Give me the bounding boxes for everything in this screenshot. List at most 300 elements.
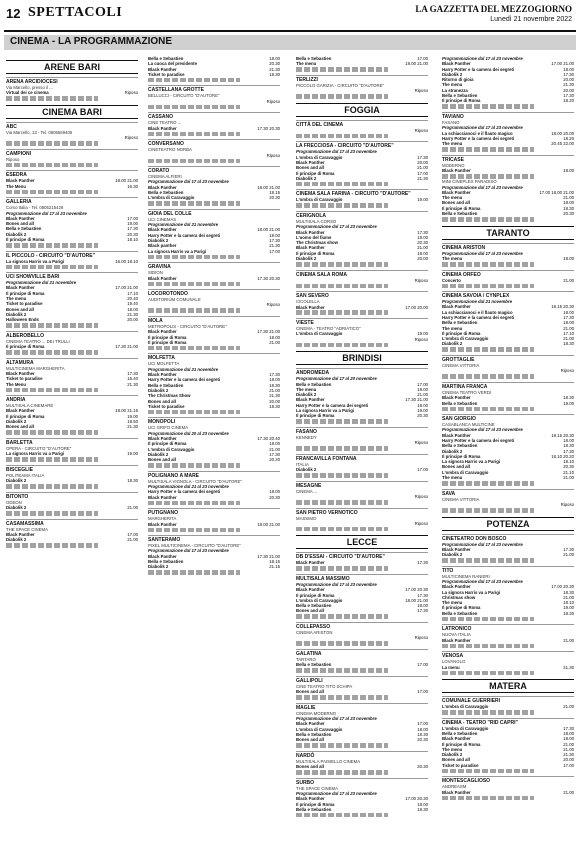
showtimes: Riposo bbox=[414, 88, 428, 94]
showtime-row bbox=[296, 128, 428, 133]
venue-address: PICCOLO GARIZIA - CIRCUITO "D'AUTORE" bbox=[296, 82, 384, 88]
film-title: Bella e Sebastien bbox=[442, 211, 478, 217]
showtime-row bbox=[296, 662, 428, 667]
film-title: L'ombra di Caravaggio bbox=[442, 469, 489, 475]
venue-name: SAN GIORGIO bbox=[442, 414, 574, 422]
small-print bbox=[148, 528, 240, 533]
programme-dates: Programmazione dal 21 al 23 novembre bbox=[148, 484, 229, 490]
film-title: The menu bbox=[442, 600, 463, 606]
programme-dates: Programmazione dal 17 al 23 novembre bbox=[442, 184, 523, 190]
showtimes: 20.30 bbox=[127, 231, 138, 237]
listing-column-2 bbox=[148, 56, 280, 834]
region-heading: TARANTO bbox=[442, 226, 574, 240]
showtimes: 20.30 bbox=[417, 240, 428, 246]
venue-name: UCI SHOWVILLE BARI bbox=[6, 272, 138, 280]
film-title: Il principe di Roma bbox=[442, 605, 481, 611]
showtimes: 21.30 bbox=[563, 664, 574, 670]
showtimes: Riposo bbox=[266, 152, 280, 158]
venue-name: COLLEPASSO bbox=[296, 622, 428, 630]
venue-name: MOLA bbox=[148, 316, 280, 324]
film-title: The Menu bbox=[6, 183, 27, 189]
small-print bbox=[148, 308, 240, 313]
page-number: 12 bbox=[6, 6, 21, 21]
film-title: Christmas show bbox=[442, 594, 476, 600]
showtime-row bbox=[442, 98, 574, 103]
film-title: Diabolik 2 bbox=[148, 387, 169, 393]
film-title: Harry Potter e la camera dei segreti bbox=[442, 437, 515, 443]
film-title: Black Panther bbox=[442, 168, 471, 174]
film-title: Bones and all bbox=[6, 306, 34, 312]
film-title: The menu bbox=[442, 746, 463, 752]
venue-address: SIDION bbox=[148, 270, 163, 276]
showtimes: 18.00 bbox=[563, 168, 574, 174]
programme-dates: Programmazione dal 21 novembre bbox=[6, 280, 76, 286]
film-title: Il principe di Roma bbox=[296, 170, 335, 176]
film-title: Black Panther bbox=[442, 395, 471, 401]
film-title: Diabolik 2 bbox=[148, 564, 169, 570]
showtimes: 17.00 21.00 bbox=[551, 61, 574, 67]
showtime-row bbox=[442, 552, 574, 557]
programme-dates: Programmazione dal 17 al 20 novembre bbox=[296, 376, 377, 382]
film-title: L'ombra di Caravaggio bbox=[296, 597, 343, 603]
showtime-row bbox=[442, 278, 574, 283]
film-title: Harry Potter e la camera dei segreti bbox=[148, 377, 221, 383]
showtimes: 19.00 bbox=[563, 605, 574, 611]
venue-address: MULTISALA VIGNOLA - CIRCUITO "D'AUTORE" bbox=[148, 478, 242, 484]
venue-name: CONVERSANO bbox=[148, 139, 280, 147]
header-rule bbox=[4, 30, 576, 32]
showtimes: 18.00 21.00 bbox=[257, 521, 280, 527]
venue-address: Riposo bbox=[6, 156, 20, 162]
venue-name: CINEMA ARISTON bbox=[442, 243, 574, 251]
showtimes: Riposo bbox=[414, 127, 428, 133]
programme-dates: Programmazione dal 17 al 23 novembre bbox=[296, 149, 377, 155]
showtimes: 17.30 bbox=[417, 592, 428, 598]
showtimes: 21.30 bbox=[269, 66, 280, 72]
venue-name: CINEMA SAVOIA / CYNPLEX bbox=[442, 291, 574, 299]
venue-address: CINEMA ... bbox=[296, 488, 318, 494]
showtimes: 19.00 bbox=[269, 232, 280, 238]
small-print bbox=[442, 374, 534, 379]
film-title: Bella e Sebastien bbox=[296, 603, 332, 609]
film-title: Black Panther bbox=[442, 584, 471, 590]
venue-name: VENOSA bbox=[442, 651, 574, 659]
showtimes: 17.00 bbox=[269, 248, 280, 254]
showtime-row bbox=[442, 790, 574, 795]
film-title: The menu bbox=[442, 141, 463, 147]
programme-dates: Programmazione dal 17 al 23 novembre bbox=[442, 56, 523, 61]
showtimes: 19.00 bbox=[417, 331, 428, 337]
showtimes: 21.00 bbox=[417, 392, 428, 398]
showtimes: 18.00 21.00 bbox=[257, 184, 280, 190]
film-title: La menu bbox=[442, 664, 460, 670]
film-title: Bones and all bbox=[296, 165, 324, 171]
small-print bbox=[296, 203, 388, 208]
venue-address: POLITEAMA ITALIA bbox=[6, 472, 45, 478]
film-title: Black Panther bbox=[296, 397, 325, 403]
showtimes: 20.30 bbox=[563, 211, 574, 217]
venue-name: MONOPOLI bbox=[148, 417, 280, 425]
programme-dates: Programmazione dal 17 al 23 novembre bbox=[148, 179, 229, 185]
venue-name: MOLFETTA bbox=[148, 353, 280, 361]
showtimes: 18.20 bbox=[563, 135, 574, 141]
venue-address: MARGHERITA bbox=[148, 516, 177, 522]
programme-dates: Programmazione dal 17 al 23 novembre bbox=[442, 250, 523, 256]
showtimes: 18.00 21.00 bbox=[405, 597, 428, 603]
showtimes: 18.00 bbox=[563, 309, 574, 315]
showtime-row bbox=[442, 665, 574, 670]
venue-name: LATRONICO bbox=[442, 624, 574, 632]
showtimes: 17.30 bbox=[417, 154, 428, 160]
showtimes: Riposo bbox=[414, 440, 428, 446]
showtimes: 21.30 bbox=[127, 381, 138, 387]
showtimes: 17.30 21.00 bbox=[257, 329, 280, 335]
venue-name: SAVA bbox=[442, 489, 574, 497]
showtimes: 17.30 bbox=[563, 314, 574, 320]
film-title: La cuoca del presidente bbox=[148, 61, 197, 67]
small-print bbox=[296, 284, 388, 289]
showtimes: 18.00 bbox=[417, 402, 428, 408]
small-print bbox=[6, 430, 98, 435]
showtimes: 20.45 22.00 bbox=[551, 141, 574, 147]
showtime-row bbox=[296, 337, 428, 342]
film-title: L'ombra di Caravaggio bbox=[442, 336, 489, 342]
film-title: Bones and all bbox=[442, 757, 470, 763]
film-title: Halloween Ends bbox=[6, 317, 39, 323]
small-print bbox=[442, 407, 534, 412]
film-title: Black Panther bbox=[442, 637, 471, 643]
film-title: L'ombra di Caravaggio bbox=[442, 725, 489, 731]
showtime-row bbox=[296, 608, 428, 613]
showtimes: 17.00 bbox=[417, 170, 428, 176]
showtimes: 17.30 20.30 bbox=[257, 125, 280, 131]
film-title: Il principe di Roma bbox=[442, 205, 481, 211]
showtimes: 18.00 bbox=[417, 603, 428, 609]
film-title: Black Panther bbox=[148, 494, 177, 500]
small-print bbox=[296, 182, 388, 187]
venue-name: GROTTAGLIE bbox=[442, 355, 574, 363]
small-print bbox=[148, 159, 240, 164]
showtimes: Riposo bbox=[266, 98, 280, 104]
venue-name: TITO bbox=[442, 566, 574, 574]
film-title: The menu bbox=[442, 475, 463, 481]
showtimes: 21.00 bbox=[563, 637, 574, 643]
showtimes: 18.30 bbox=[563, 395, 574, 401]
showtimes: 18.00 bbox=[269, 489, 280, 495]
programme-dates: Programmazione dal 17 al 23 novembre bbox=[442, 578, 523, 584]
venue-address: MASSIMO bbox=[296, 515, 317, 521]
small-print bbox=[296, 473, 388, 478]
showtimes: 19.00 bbox=[417, 408, 428, 414]
showtime-row bbox=[296, 256, 428, 261]
venue-name: CAMPIONI bbox=[6, 149, 138, 157]
film-title: Black Panther bbox=[442, 304, 471, 310]
small-print bbox=[6, 190, 98, 195]
film-title: The Christmas Show bbox=[148, 393, 191, 399]
showtime-row bbox=[296, 440, 428, 445]
small-print bbox=[442, 796, 534, 801]
small-print bbox=[296, 310, 388, 315]
film-title: L'ombra di Caravaggio bbox=[296, 726, 343, 732]
showtimes: 18.30 bbox=[127, 478, 138, 484]
film-title: Il principe di Roma bbox=[148, 339, 187, 345]
small-print bbox=[296, 641, 388, 646]
showtimes: 21.00 bbox=[563, 704, 574, 710]
showtimes: 18.15 bbox=[269, 189, 280, 195]
showtimes: 20.30 bbox=[417, 764, 428, 770]
small-print bbox=[6, 96, 98, 101]
film-title: Bones and all bbox=[148, 398, 176, 404]
film-title: Black Panther bbox=[148, 184, 177, 190]
venue-address: CASABLANCA MULTICINE bbox=[442, 422, 495, 428]
venue-address: CINEMA TEATRO VERDI bbox=[442, 389, 492, 395]
venue-address: MULTISALA CORSO bbox=[296, 218, 337, 224]
showtimes: 18.00 bbox=[563, 255, 574, 261]
small-print bbox=[296, 813, 388, 818]
small-print bbox=[296, 419, 388, 424]
showtimes: 16.40 bbox=[127, 376, 138, 382]
showtimes: 17.10 bbox=[127, 290, 138, 296]
showtimes: 18.15 20.30 bbox=[551, 432, 574, 438]
venue-address: Via Marcello, 13 - Tel. 0805569405 bbox=[6, 129, 73, 135]
showtimes: 19.40 bbox=[127, 301, 138, 307]
small-print bbox=[442, 644, 534, 649]
small-print bbox=[442, 284, 534, 289]
film-title: Ticket to paradise bbox=[148, 403, 185, 409]
venue-name: POLIGNANO A MARE bbox=[148, 471, 280, 479]
small-print bbox=[442, 174, 534, 179]
venue-address: CINETEATRO NORBA bbox=[148, 147, 192, 153]
showtime-row bbox=[296, 494, 428, 499]
venue-address: CINEMA VITTORIA bbox=[442, 363, 480, 369]
programme-dates: Programmazione dal 17 al 23 novembre bbox=[296, 715, 377, 721]
film-title: The menu bbox=[442, 325, 463, 331]
showtimes: 21.00 bbox=[269, 446, 280, 452]
small-print bbox=[6, 543, 98, 548]
small-print bbox=[442, 147, 534, 152]
showtimes: 17.00 20.00 bbox=[405, 304, 428, 310]
small-print bbox=[296, 67, 388, 72]
programme-dates: Programmazione dal 17 al 23 novembre bbox=[296, 224, 377, 230]
showtimes: 20.40 bbox=[127, 296, 138, 302]
film-title: Black Panther bbox=[442, 736, 471, 742]
showtimes: 21.00 bbox=[563, 741, 574, 747]
film-title: Black Panther bbox=[148, 435, 177, 441]
venue-name: SAN SEVERO bbox=[296, 291, 428, 299]
venue-address: THE SPACE CINEMA bbox=[6, 526, 48, 532]
film-title: Black Panther bbox=[148, 329, 177, 335]
film-title: Harry Potter e la camera dei segreti bbox=[148, 232, 221, 238]
film-title: Bella e Sebastien bbox=[148, 189, 184, 195]
region-heading: POTENZA bbox=[442, 517, 574, 531]
small-print bbox=[148, 570, 240, 575]
region-heading: FOGGIA bbox=[296, 103, 428, 117]
small-print bbox=[6, 457, 98, 462]
film-title: L'uomo del fiume bbox=[296, 234, 332, 240]
showtimes: 20.30 bbox=[417, 737, 428, 743]
film-title: Bella e Sebastien bbox=[442, 730, 478, 736]
showtimes: 18.00 bbox=[563, 736, 574, 742]
showtimes: 18.00 bbox=[563, 66, 574, 72]
showtime-row bbox=[6, 237, 138, 242]
showtimes: 17.30 bbox=[417, 560, 428, 566]
venue-name: GIOIA DEL COLLE bbox=[148, 209, 280, 217]
venue-name: SANTERAMO bbox=[148, 535, 280, 543]
showtime-row bbox=[296, 521, 428, 526]
film-title: The menu bbox=[442, 82, 463, 88]
venue-address: MULTISALA CINEMARE bbox=[6, 403, 54, 409]
small-print bbox=[296, 614, 388, 619]
showtimes: 19.00 21.00 bbox=[405, 61, 428, 67]
venue-name: GALLIPOLI bbox=[296, 676, 428, 684]
film-title: Ticket to paradise bbox=[6, 376, 43, 382]
film-title: Diabolik 2 bbox=[442, 71, 463, 77]
showtimes: 21.00 bbox=[563, 789, 574, 795]
venue-address: CINEMA VITTORIA bbox=[442, 496, 480, 502]
showtimes: 18.30 bbox=[269, 403, 280, 409]
showtimes: 21.00 bbox=[563, 195, 574, 201]
showtimes: 17.30 bbox=[563, 725, 574, 731]
film-title: Diabolik 2 bbox=[6, 311, 27, 317]
small-print bbox=[148, 78, 240, 83]
venue-address: Via Marcello, presso il ... bbox=[6, 85, 53, 90]
programme-dates: Programmazione dal 17 al 23 novembre bbox=[442, 541, 523, 547]
film-title: Diabolik 2 bbox=[296, 256, 317, 262]
showtimes: 18.00 21.15 bbox=[115, 408, 138, 414]
showtime-row bbox=[148, 340, 280, 345]
venue-address: KENNEDY bbox=[296, 434, 317, 440]
venue-name: LOCOROTONDO bbox=[148, 289, 280, 297]
film-title: L'ombra di Caravaggio bbox=[148, 446, 195, 452]
showtimes: 17.10 bbox=[563, 330, 574, 336]
venue-name: CORATO bbox=[148, 166, 280, 174]
showtimes: 18.00 bbox=[269, 56, 280, 61]
showtime-row bbox=[442, 611, 574, 616]
venue-name: CASAMASSIMA bbox=[6, 519, 138, 527]
film-title: Ritorno di gioia bbox=[442, 77, 474, 83]
film-title: L'ombra di Caravaggio bbox=[296, 154, 343, 160]
venue-address: CINEMA ARISTON bbox=[296, 630, 333, 636]
film-title: Diabolik 2 bbox=[442, 552, 463, 558]
showtimes: 17.30 bbox=[269, 238, 280, 244]
venue-name: ANDROMEDA bbox=[296, 368, 428, 376]
film-title: Black Panther bbox=[442, 546, 471, 552]
programme-dates: Programmazione dal 17 al 23 novembre bbox=[296, 581, 377, 587]
showtimes: 17.00 bbox=[417, 721, 428, 727]
venue-address: LOVANGLO bbox=[442, 659, 466, 665]
venue-address: TARTARO bbox=[296, 656, 316, 662]
small-print bbox=[148, 463, 240, 468]
film-title: The menu bbox=[442, 255, 463, 261]
film-title: La signora Harris va a Parigi bbox=[442, 589, 501, 595]
showtimes: Riposo bbox=[266, 302, 280, 308]
venue-address: ANDREASM bbox=[442, 784, 467, 790]
venue-address: MODERNO bbox=[442, 162, 465, 168]
showtimes: 20.30 bbox=[269, 494, 280, 500]
showtimes: 18.20 bbox=[563, 98, 574, 104]
venue-address: METROPOLIS - CIRCUITO "D'AUTORE" bbox=[148, 323, 227, 329]
film-title: The menu bbox=[442, 195, 463, 201]
showtime-row bbox=[296, 689, 428, 694]
film-title: Bones and all bbox=[6, 221, 34, 227]
venue-name: TERLIZZI bbox=[296, 75, 428, 83]
showtimes: 21.30 bbox=[563, 752, 574, 758]
programme-dates: Programmazione dal 21 novembre bbox=[442, 299, 512, 305]
small-print bbox=[6, 323, 98, 328]
showtimes: 21.00 bbox=[127, 504, 138, 510]
small-print bbox=[296, 94, 388, 99]
small-print bbox=[442, 558, 534, 563]
showtime-row bbox=[442, 475, 574, 480]
showtime-row bbox=[296, 88, 428, 93]
showtime-row bbox=[148, 249, 280, 254]
showtime-row bbox=[442, 341, 574, 346]
venue-name: MESAGNE bbox=[296, 481, 428, 489]
film-title: Bella e Sebastien bbox=[442, 400, 478, 406]
showtime-row bbox=[148, 564, 280, 569]
programme-dates: Programmazione dal 20 al 23 novembre bbox=[148, 430, 229, 436]
issue-date: Lunedì 21 novembre 2022 bbox=[490, 16, 572, 23]
showtimes: 18.00 bbox=[417, 726, 428, 732]
showtimes: 18.00 20.00 bbox=[551, 130, 574, 136]
film-title: Bella e Sebastien bbox=[296, 662, 332, 668]
film-title: The menu bbox=[296, 386, 317, 392]
showtimes: 21.00 bbox=[563, 552, 574, 558]
film-title: Virtual dei ce cinema bbox=[6, 90, 49, 96]
showtimes: 17.30 bbox=[127, 370, 138, 376]
film-title: La schiaccianoci e il flauto magico bbox=[442, 130, 513, 136]
showtimes: 20.30 bbox=[417, 413, 428, 419]
film-title: Diabolik 2 bbox=[442, 448, 463, 454]
film-title: L'ombra di Caravaggio bbox=[148, 195, 195, 201]
venue-name: CINEMA SALA FARINA - CIRCUITO "D'AUTORE" bbox=[296, 189, 428, 197]
showtimes: 21.30 bbox=[127, 424, 138, 430]
film-title: La schiaccianoci e il flauto magico bbox=[442, 309, 513, 315]
small-print bbox=[296, 695, 388, 700]
listing-column-4 bbox=[442, 56, 574, 834]
venue-name: TRICASE bbox=[442, 155, 574, 163]
showtimes: 17.30 bbox=[127, 226, 138, 232]
venue-name: CERIGNOLA bbox=[296, 211, 428, 219]
film-title: Il principe di Roma bbox=[442, 453, 481, 459]
film-title: Black Panther bbox=[6, 370, 35, 376]
showtime-row bbox=[296, 278, 428, 283]
showtime-row bbox=[442, 638, 574, 643]
programme-dates: Programmazione dal 17 al 23 novembre bbox=[442, 427, 523, 433]
film-title: Harry Potter e la camera dei segreti bbox=[148, 489, 221, 495]
showtimes: 18.30 bbox=[563, 610, 574, 616]
listing-column-3 bbox=[296, 56, 428, 834]
film-title: Black Panther bbox=[6, 285, 35, 291]
film-title: L'ombra di Caravaggio bbox=[442, 704, 489, 710]
film-title: Harry Potter e la camera dei segreti bbox=[296, 402, 369, 408]
film-title: Diabolik 2 bbox=[148, 451, 169, 457]
film-title: Il principe di Roma bbox=[442, 741, 481, 747]
venue-address: UCI MOLFETTA bbox=[148, 361, 180, 367]
showtime-row bbox=[442, 704, 574, 709]
masthead bbox=[0, 0, 580, 38]
listing-column-1 bbox=[6, 56, 138, 834]
showtimes: 18.30 bbox=[563, 589, 574, 595]
small-print bbox=[296, 566, 388, 571]
small-print bbox=[148, 346, 240, 351]
showtimes: 17.30 21.00 bbox=[405, 397, 428, 403]
small-print bbox=[6, 141, 98, 146]
venue-name: CASSANO bbox=[148, 112, 280, 120]
venue-address: FASANO bbox=[442, 119, 460, 125]
venue-name: GRAVINA bbox=[148, 262, 280, 270]
venue-name: BISCEGLIE bbox=[6, 465, 138, 473]
